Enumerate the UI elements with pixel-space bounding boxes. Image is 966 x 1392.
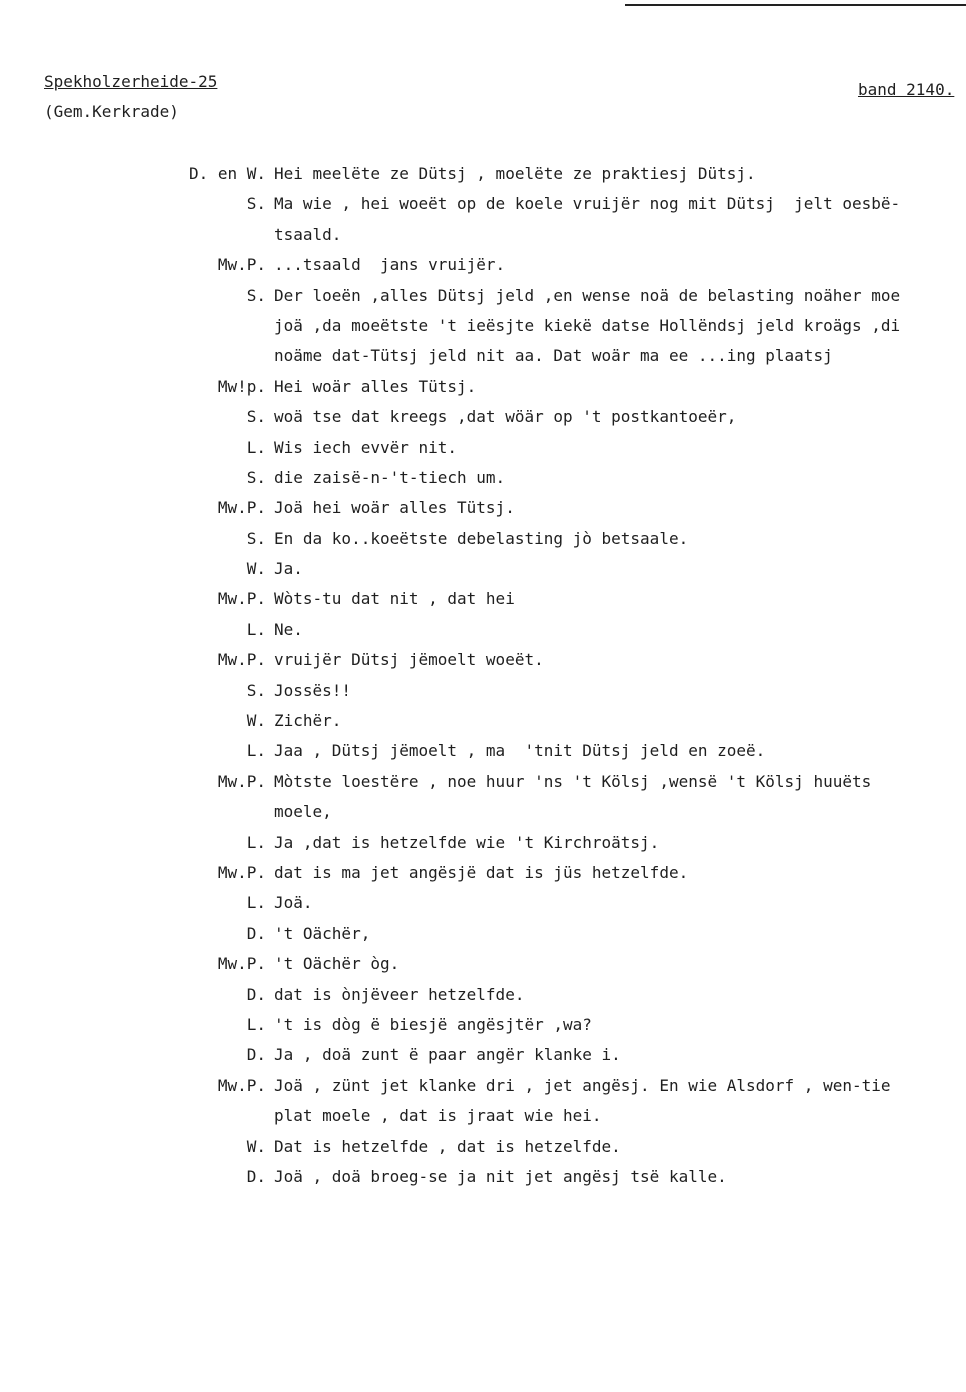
- transcript-line: [0, 468, 966, 498]
- utterance-text: Jossës!!: [274, 680, 352, 700]
- transcript-line: [0, 893, 966, 923]
- transcript: [0, 164, 966, 1197]
- utterance-text: woä tse dat kreegs ,dat wöär op 't postkantoeër,: [274, 407, 737, 427]
- transcript-line: [0, 741, 966, 771]
- utterance-text: dat is ònjëveer hetzelfde.: [274, 984, 525, 1004]
- transcript-line: [0, 833, 966, 863]
- utterance-text: plat moele , dat is jraat wie hei.: [274, 1106, 602, 1126]
- transcript-line: [0, 1106, 966, 1136]
- transcript-line: [0, 589, 966, 619]
- speaker-label: Mw.P.: [217, 589, 266, 609]
- utterance-text: Ma wie , hei woeët op de koele vruijër nog mit Dütsj jelt oesbë-: [274, 194, 901, 214]
- utterance-text: 't Oächër,: [274, 923, 371, 943]
- speaker-label: S.: [246, 285, 266, 305]
- utterance-text: vruijër Dütsj jëmoelt woeët.: [274, 650, 544, 670]
- municipality-heading: (Gem.Kerkrade): [44, 102, 179, 121]
- speaker-label: Mw.P.: [217, 954, 266, 974]
- speaker-label: Mw.P.: [217, 862, 266, 882]
- utterance-text: tsaald.: [274, 224, 342, 244]
- speaker-label: D. en W.: [188, 164, 266, 183]
- utterance-text: Wòts-tu dat nit , dat hei: [274, 589, 515, 609]
- transcript-line: [0, 255, 966, 285]
- transcript-line: [0, 924, 966, 954]
- utterance-text: Hei woär alles Tütsj.: [274, 376, 477, 396]
- speaker-label: S.: [246, 467, 266, 487]
- utterance-text: Joä hei woär alles Tütsj.: [274, 498, 515, 518]
- utterance-text: dat is ma jet angësjë dat is jüs hetzelfde.: [274, 862, 689, 882]
- speaker-label: D.: [246, 984, 266, 1004]
- utterance-text: die zaisë-n-'t-tiech um.: [274, 467, 506, 487]
- speaker-label: W.: [246, 559, 266, 579]
- utterance-text: Ne.: [274, 619, 303, 639]
- utterance-text: 't is dòg ë biesjë angësjtër ,wa?: [274, 1014, 592, 1034]
- utterance-text: Joä , zünt jet klanke dri , jet angësj. En wie Alsdorf , wen-tie: [274, 1075, 891, 1095]
- speaker-label: D.: [246, 923, 266, 943]
- speaker-label: L.: [246, 741, 266, 761]
- transcript-line: [0, 286, 966, 316]
- place-name: Spekholzerheide-25: [44, 72, 218, 91]
- utterance-text: Wis iech evvër nit.: [274, 437, 458, 457]
- utterance-text: moele,: [274, 802, 332, 822]
- transcript-line: [0, 681, 966, 711]
- transcript-line: [0, 711, 966, 741]
- transcript-line: [0, 802, 966, 832]
- transcript-line: [0, 1137, 966, 1167]
- transcript-line: [0, 559, 966, 589]
- transcript-line: [0, 985, 966, 1015]
- utterance-text: Jaa , Dütsj jëmoelt , ma 'tnit Dütsj jeld en zoeë.: [274, 741, 766, 761]
- transcript-line: [0, 650, 966, 680]
- speaker-label: L.: [246, 619, 266, 639]
- speaker-label: Mw.P.: [217, 255, 266, 275]
- speaker-label: W.: [246, 711, 266, 731]
- speaker-label: L.: [246, 437, 266, 457]
- speaker-label: L.: [246, 1014, 266, 1034]
- speaker-label: Mw.P.: [217, 1075, 266, 1095]
- place-heading: [44, 72, 217, 91]
- utterance-text: 't Oächër òg.: [274, 954, 400, 974]
- transcript-line: [0, 225, 966, 255]
- utterance-text: Dat is hetzelfde , dat is hetzelfde.: [274, 1136, 621, 1156]
- speaker-label: L.: [246, 893, 266, 913]
- utterance-text: Hei meelëte ze Dütsj , moelëte ze praktiesj Dütsj.: [274, 164, 756, 183]
- utterance-text: Der loeën ,alles Dütsj jeld ,en wense noä de belasting noäher moe: [274, 285, 901, 305]
- speaker-label: Mw.P.: [217, 650, 266, 670]
- transcript-line: [0, 407, 966, 437]
- utterance-text: Joä.: [274, 893, 313, 913]
- speaker-label: S.: [246, 407, 266, 427]
- speaker-label: D.: [246, 1166, 266, 1186]
- speaker-label: Mw.P.: [217, 498, 266, 518]
- utterance-text: Ja.: [274, 559, 303, 579]
- transcript-line: [0, 1015, 966, 1045]
- transcript-line: [0, 529, 966, 559]
- transcript-line: [0, 377, 966, 407]
- speaker-label: L.: [246, 832, 266, 852]
- transcript-line: [0, 772, 966, 802]
- transcript-line: [0, 316, 966, 346]
- transcript-line: [0, 863, 966, 893]
- speaker-label: Mw.P.: [217, 771, 266, 791]
- transcript-line: [0, 620, 966, 650]
- utterance-text: joä ,da moeëtste 't ieësjte kiekë datse Hollëndsj jeld kroägs ,di: [274, 315, 901, 335]
- transcript-line: [0, 1076, 966, 1106]
- utterance-text: Ja ,dat is hetzelfde wie 't Kirchroätsj.: [274, 832, 660, 852]
- utterance-text: ...tsaald jans vruijër.: [274, 255, 506, 275]
- utterance-text: Joä , doä broeg-se ja nit jet angësj tsë kalle.: [274, 1166, 727, 1186]
- transcript-line: [0, 1045, 966, 1075]
- band-number: band 2140.: [858, 80, 955, 99]
- speaker-label: S.: [246, 194, 266, 214]
- speaker-label: D.: [246, 1045, 266, 1065]
- transcript-line: [0, 194, 966, 224]
- speaker-label: S.: [246, 528, 266, 548]
- utterance-text: noäme dat-Tütsj jeld nit aa. Dat woär ma ee ...ing plaatsj: [274, 346, 833, 366]
- speaker-label: W.: [246, 1136, 266, 1156]
- utterance-text: Zichër.: [274, 711, 342, 731]
- utterance-text: Mòtste loestëre , noe huur 'ns 't Kölsj ,wensë 't Kölsj huuëts: [274, 771, 872, 791]
- transcript-line: [0, 498, 966, 528]
- utterance-text: Ja , doä zunt ë paar angër klanke i.: [274, 1045, 621, 1065]
- transcript-line: [0, 346, 966, 376]
- transcript-line: [0, 438, 966, 468]
- speaker-label: S.: [246, 680, 266, 700]
- top-rule: [625, 4, 966, 6]
- transcript-line: [0, 164, 966, 194]
- speaker-label: Mw!p.: [217, 376, 266, 396]
- transcript-line: [0, 954, 966, 984]
- transcript-line: [0, 1167, 966, 1197]
- utterance-text: En da ko..koeëtste debelasting jò betsaale.: [274, 528, 689, 548]
